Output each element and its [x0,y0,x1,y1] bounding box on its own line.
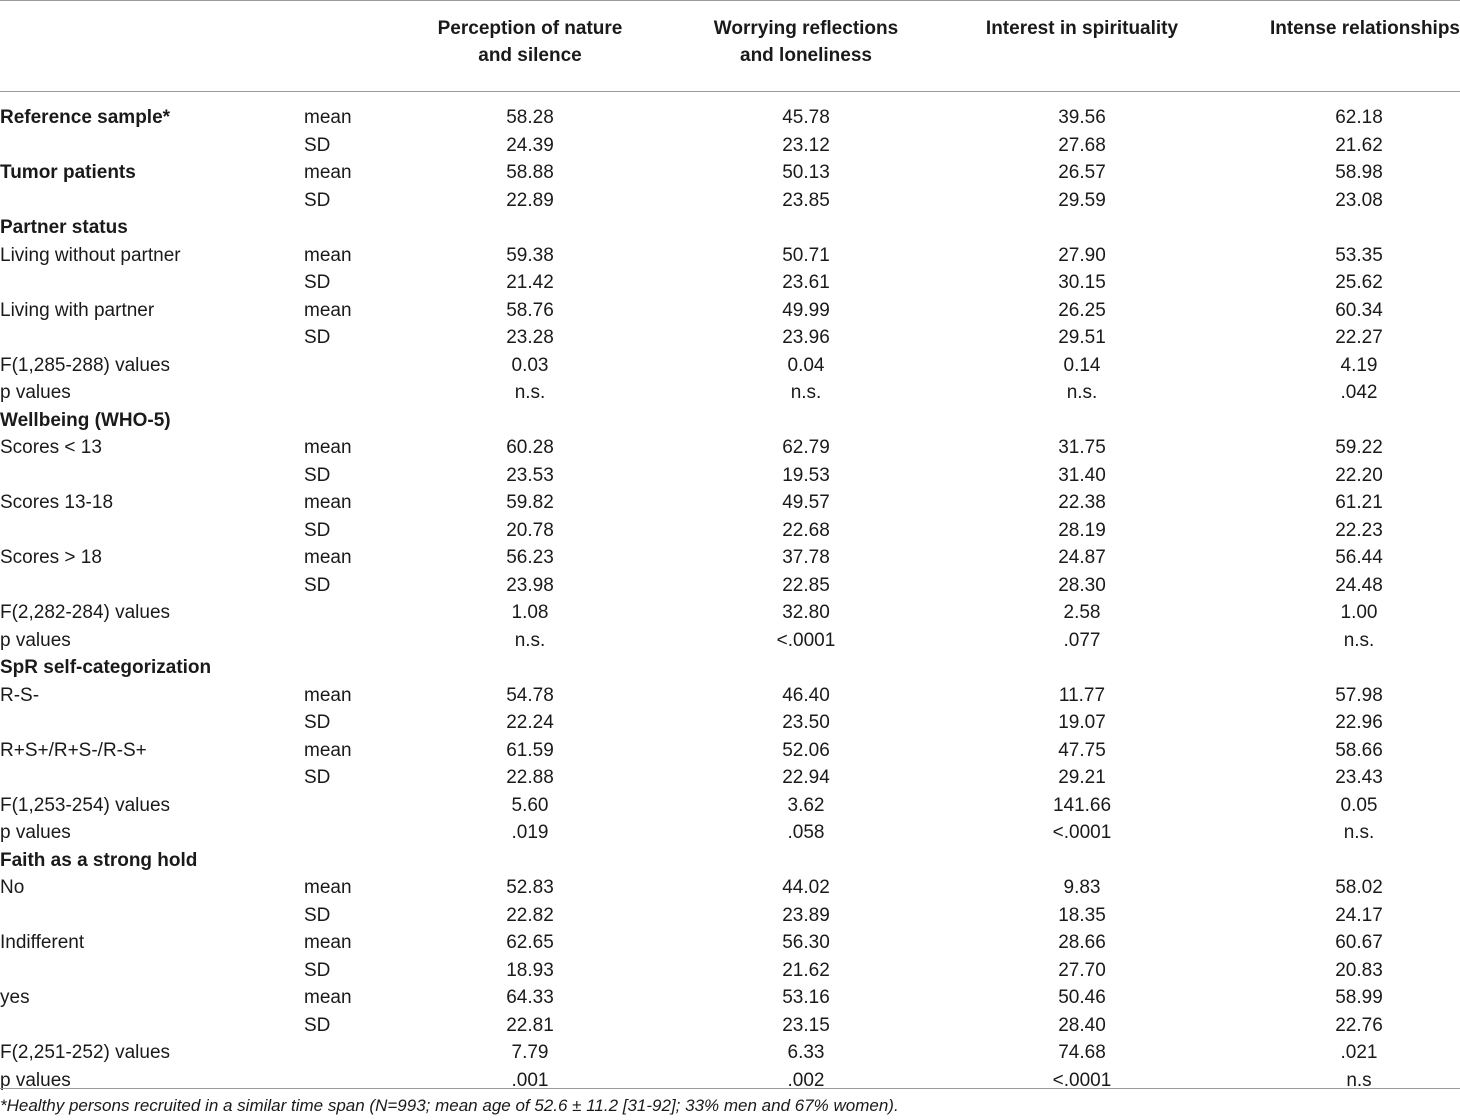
row-statistic: mean [304,987,352,1008]
cell-intense-relationships [1220,654,1460,682]
cell-perception-nature: 59.38 [506,244,554,266]
row-label: R+S+/R+S-/R-S+ [0,739,147,761]
row-label: Living with partner [0,299,155,321]
cell-perception-nature: 60.28 [506,437,554,458]
cell-worrying-reflections: 52.06 [782,739,830,761]
cell-intense-relationships: .021 [1340,1042,1378,1063]
header-worrying-reflections-text: Worrying reflections and loneliness [713,18,899,66]
table-row [0,462,1460,490]
header-empty-group [0,1,302,92]
cell-worrying-reflections: n.s. [790,382,822,403]
table-row [0,819,1460,847]
row-statistic: mean [304,877,352,898]
row-label [0,764,302,792]
cell-worrying-reflections [668,847,944,875]
cell-perception-nature: 22.82 [506,904,554,926]
cell-interest-spirituality: 29.51 [1058,327,1106,348]
cell-perception-nature: 5.60 [511,794,549,816]
cell-perception-nature: 56.23 [506,547,554,568]
row-statistic [302,792,392,820]
header-row [0,1,1460,92]
cell-intense-relationships: 22.23 [1335,519,1383,541]
row-label: R-S- [0,684,40,706]
row-label: SpR self-categorization [0,657,212,678]
row-label [0,1012,302,1040]
cell-intense-relationships: n.s [1346,1069,1372,1091]
cell-intense-relationships: 4.19 [1340,354,1378,376]
row-label [0,269,302,297]
cell-intense-relationships: 53.35 [1335,244,1383,266]
table-row [0,434,1460,462]
cell-intense-relationships: 24.48 [1335,574,1383,596]
row-label: Tumor patients [0,162,136,183]
cell-worrying-reflections: 23.89 [782,904,830,926]
cell-perception-nature [392,407,668,435]
row-label: F(2,251-252) values [0,1042,171,1063]
table-row [0,517,1460,545]
cell-worrying-reflections: 49.99 [782,299,830,321]
cell-worrying-reflections: 23.15 [782,1014,830,1036]
cell-interest-spirituality: 50.46 [1058,987,1106,1008]
cell-worrying-reflections: 23.85 [782,189,830,211]
row-statistic: mean [304,932,352,953]
cell-interest-spirituality: 19.07 [1058,712,1106,733]
row-statistic: mean [304,684,352,706]
cell-worrying-reflections: 23.61 [782,272,830,293]
cell-intense-relationships: 22.27 [1335,327,1383,348]
cell-interest-spirituality: 28.30 [1058,574,1106,596]
cell-worrying-reflections: 45.78 [782,107,830,128]
cell-worrying-reflections: 23.96 [782,327,830,348]
cell-interest-spirituality: 28.40 [1058,1014,1106,1036]
row-label: F(1,285-288) values [0,354,171,376]
cell-interest-spirituality: <.0001 [1052,1069,1112,1091]
cell-intense-relationships: 25.62 [1335,272,1383,293]
cell-interest-spirituality: 27.70 [1058,959,1106,981]
row-label [0,324,302,352]
row-statistic [302,1039,392,1067]
cell-perception-nature: 23.53 [506,464,554,486]
table-row [0,709,1460,737]
row-statistic: SD [304,959,331,981]
cell-worrying-reflections: 19.53 [782,464,830,486]
cell-perception-nature: 0.03 [511,354,549,376]
cell-interest-spirituality: 27.68 [1058,134,1106,156]
row-statistic: mean [304,162,352,183]
row-statistic [302,352,392,380]
header-perception-nature [392,1,668,92]
row-statistic [302,379,392,407]
cell-perception-nature: 22.24 [506,712,554,733]
cell-intense-relationships: 60.67 [1335,932,1383,953]
cell-intense-relationships: 58.98 [1335,162,1383,183]
row-statistic [302,407,392,435]
cell-worrying-reflections: 46.40 [782,684,830,706]
cell-intense-relationships [1220,214,1460,242]
cell-perception-nature [392,654,668,682]
table-row [0,159,1460,187]
cell-worrying-reflections: 3.62 [787,794,825,816]
cell-interest-spirituality: 74.68 [1058,1042,1106,1063]
cell-intense-relationships: 58.66 [1335,739,1383,761]
row-statistic: mean [304,299,352,321]
header-perception-nature-text: Perception of nature and silence [437,18,623,66]
cell-perception-nature: 58.88 [506,162,554,183]
cell-worrying-reflections: 23.12 [782,134,830,156]
cell-worrying-reflections [668,407,944,435]
table-row [0,764,1460,792]
cell-perception-nature [392,847,668,875]
table-row [0,572,1460,600]
cell-interest-spirituality: 22.38 [1058,492,1106,513]
cell-worrying-reflections: 56.30 [782,932,830,953]
cell-intense-relationships: 22.76 [1335,1014,1383,1036]
table-row [0,627,1460,655]
cell-worrying-reflections: 44.02 [782,877,830,898]
cell-intense-relationships: 22.96 [1335,712,1383,733]
row-label [0,902,302,930]
row-label [0,517,302,545]
row-label: Partner status [0,217,128,238]
cell-intense-relationships: .042 [1340,382,1378,403]
row-label: Scores 13-18 [0,492,114,513]
row-label: p values [0,822,71,843]
row-statistic: SD [304,767,331,788]
section-row [0,214,1460,242]
row-label [0,132,302,160]
header-interest-spirituality: Interest in spirituality [944,1,1220,92]
cell-perception-nature: .019 [511,822,549,843]
cell-interest-spirituality: 28.66 [1058,932,1106,953]
row-statistic [302,847,392,875]
cell-worrying-reflections: <.0001 [776,629,836,651]
cell-interest-spirituality: 2.58 [1063,602,1101,623]
cell-perception-nature: 64.33 [506,987,554,1008]
cell-intense-relationships: 61.21 [1335,492,1383,513]
row-label [0,572,302,600]
row-statistic [302,599,392,627]
cell-intense-relationships: 62.18 [1335,107,1383,128]
cell-worrying-reflections: 6.33 [787,1042,825,1063]
cell-interest-spirituality: 31.40 [1058,464,1106,486]
cell-perception-nature: 62.65 [506,932,554,953]
cell-perception-nature: 59.82 [506,492,554,513]
row-label: Reference sample* [0,107,171,128]
table-row [0,242,1460,270]
section-row [0,407,1460,435]
cell-perception-nature: 52.83 [506,877,554,898]
table-row [0,737,1460,765]
cell-worrying-reflections: 62.79 [782,437,830,458]
row-label: yes [0,987,30,1008]
table-row [0,489,1460,517]
table-row [0,874,1460,902]
row-label: Faith as a strong hold [0,849,198,871]
row-statistic [302,214,392,242]
cell-worrying-reflections: 23.50 [782,712,830,733]
cell-perception-nature: n.s. [514,382,546,403]
cell-interest-spirituality [944,847,1220,875]
cell-perception-nature [392,214,668,242]
row-statistic: SD [304,134,331,156]
cell-intense-relationships: 22.20 [1335,464,1383,486]
row-statistic: mean [304,437,352,458]
cell-intense-relationships [1220,847,1460,875]
cell-intense-relationships: n.s. [1343,629,1375,651]
cell-interest-spirituality: <.0001 [1052,822,1112,843]
row-statistic: SD [304,464,331,486]
cell-perception-nature: 54.78 [506,684,554,706]
cell-interest-spirituality: 28.19 [1058,519,1106,541]
cell-interest-spirituality: 0.14 [1063,354,1101,376]
cell-interest-spirituality: 26.57 [1058,162,1106,183]
cell-interest-spirituality [944,654,1220,682]
row-statistic: mean [304,492,352,513]
cell-interest-spirituality: 30.15 [1058,272,1106,293]
cell-perception-nature: 1.08 [511,602,549,623]
row-statistic [302,627,392,655]
row-label [0,957,302,985]
table-row [0,1039,1460,1067]
table-footnote: *Healthy persons recruited in a similar time span (N=993; mean age of 52.6 ± 11.2 [31-92]; 33% men and 67% women). [0,1088,1460,1116]
row-label: F(2,282-284) values [0,602,171,623]
cell-worrying-reflections: 0.04 [787,354,825,376]
row-statistic: SD [304,519,331,541]
cell-worrying-reflections: 22.68 [782,519,830,541]
cell-interest-spirituality [944,407,1220,435]
row-statistic: mean [304,547,352,568]
cell-interest-spirituality: 18.35 [1058,904,1106,926]
cell-worrying-reflections: 50.13 [782,162,830,183]
cell-perception-nature: 21.42 [506,272,554,293]
table-row [0,544,1460,572]
cell-interest-spirituality [944,214,1220,242]
row-statistic: mean [304,107,352,128]
row-statistic [302,819,392,847]
cell-interest-spirituality: 39.56 [1058,107,1106,128]
row-statistic: SD [304,574,331,596]
row-label: p values [0,629,71,651]
row-statistic: SD [304,904,331,926]
cell-worrying-reflections: 21.62 [782,959,830,981]
cell-worrying-reflections: 32.80 [782,602,830,623]
table-row [0,902,1460,930]
row-label: Scores < 13 [0,437,102,458]
table-body [0,92,1460,1095]
cell-intense-relationships [1220,407,1460,435]
row-statistic: SD [304,272,331,293]
row-statistic [302,654,392,682]
cell-intense-relationships: 1.00 [1340,602,1378,623]
cell-interest-spirituality: 26.25 [1058,299,1106,321]
row-label: Scores > 18 [0,547,102,568]
row-label [0,187,302,215]
row-label [0,462,302,490]
table-row [0,187,1460,215]
row-label: F(1,253-254) values [0,794,171,816]
cell-perception-nature: 58.28 [506,107,554,128]
table-row [0,269,1460,297]
cell-intense-relationships: 58.99 [1335,987,1383,1008]
table-row [0,957,1460,985]
cell-perception-nature: 58.76 [506,299,554,321]
row-label: Wellbeing (WHO-5) [0,409,171,431]
section-row [0,847,1460,875]
table-row [0,92,1460,132]
cell-perception-nature: 22.81 [506,1014,554,1036]
header-empty-stat [302,1,392,92]
cell-perception-nature: 7.79 [511,1042,549,1063]
table-row [0,984,1460,1012]
cell-interest-spirituality: .077 [1063,629,1101,651]
cell-intense-relationships: 56.44 [1335,547,1383,568]
table-row [0,682,1460,710]
cell-interest-spirituality: 47.75 [1058,739,1106,761]
table-row [0,599,1460,627]
row-label: Living without partner [0,244,181,266]
row-label [0,709,302,737]
cell-intense-relationships: n.s. [1343,822,1375,843]
cell-perception-nature: 23.28 [506,327,554,348]
table-row [0,297,1460,325]
cell-perception-nature: .001 [511,1069,549,1091]
cell-intense-relationships: 0.05 [1340,794,1378,816]
row-statistic: mean [304,739,352,761]
row-label: p values [0,382,71,403]
cell-intense-relationships: 23.43 [1335,767,1383,788]
section-row [0,654,1460,682]
cell-worrying-reflections: 53.16 [782,987,830,1008]
table-row [0,324,1460,352]
cell-interest-spirituality: 24.87 [1058,547,1106,568]
row-statistic: mean [304,244,352,266]
cell-interest-spirituality: n.s. [1066,382,1098,403]
cell-perception-nature: 18.93 [506,959,554,981]
row-statistic: SD [304,327,331,348]
cell-intense-relationships: 60.34 [1335,299,1383,321]
cell-intense-relationships: 59.22 [1335,437,1383,458]
row-statistic: SD [304,712,331,733]
cell-worrying-reflections [668,214,944,242]
row-label: p values [0,1069,71,1091]
cell-worrying-reflections: 49.57 [782,492,830,513]
cell-interest-spirituality: 31.75 [1058,437,1106,458]
cell-perception-nature: 20.78 [506,519,554,541]
cell-interest-spirituality: 27.90 [1058,244,1106,266]
cell-intense-relationships: 58.02 [1335,877,1383,898]
cell-perception-nature: 23.98 [506,574,554,596]
cell-worrying-reflections: 22.94 [782,767,830,788]
row-statistic: SD [304,189,331,211]
cell-interest-spirituality: 141.66 [1052,794,1112,816]
cell-perception-nature: 22.89 [506,189,554,211]
cell-worrying-reflections: 50.71 [782,244,830,266]
cell-interest-spirituality: 29.21 [1058,767,1106,788]
cell-worrying-reflections [668,654,944,682]
table-row [0,929,1460,957]
table-row [0,1012,1460,1040]
table-row [0,352,1460,380]
cell-worrying-reflections: 37.78 [782,547,830,568]
header-intense-relationships: Intense relationships [1220,1,1460,92]
cell-intense-relationships: 23.08 [1335,189,1383,211]
cell-interest-spirituality: 11.77 [1058,684,1106,706]
cell-worrying-reflections: 22.85 [782,574,830,596]
cell-intense-relationships: 20.83 [1335,959,1383,981]
table-row [0,792,1460,820]
cell-intense-relationships: 21.62 [1335,134,1383,156]
cell-worrying-reflections: .058 [787,822,825,843]
row-statistic: SD [304,1014,331,1036]
cell-perception-nature: n.s. [514,629,546,651]
cell-worrying-reflections: .002 [787,1069,825,1091]
cell-perception-nature: 61.59 [506,739,554,761]
cell-perception-nature: 24.39 [506,134,554,156]
cell-intense-relationships: 24.17 [1335,904,1383,926]
row-label: No [0,877,25,898]
table-row [0,132,1460,160]
header-worrying-reflections [668,1,944,92]
cell-perception-nature: 22.88 [506,767,554,788]
cell-interest-spirituality: 9.83 [1063,877,1101,898]
row-label: Indifferent [0,932,85,953]
table-row [0,379,1460,407]
cell-intense-relationships: 57.98 [1335,684,1383,706]
cell-interest-spirituality: 29.59 [1058,189,1106,211]
